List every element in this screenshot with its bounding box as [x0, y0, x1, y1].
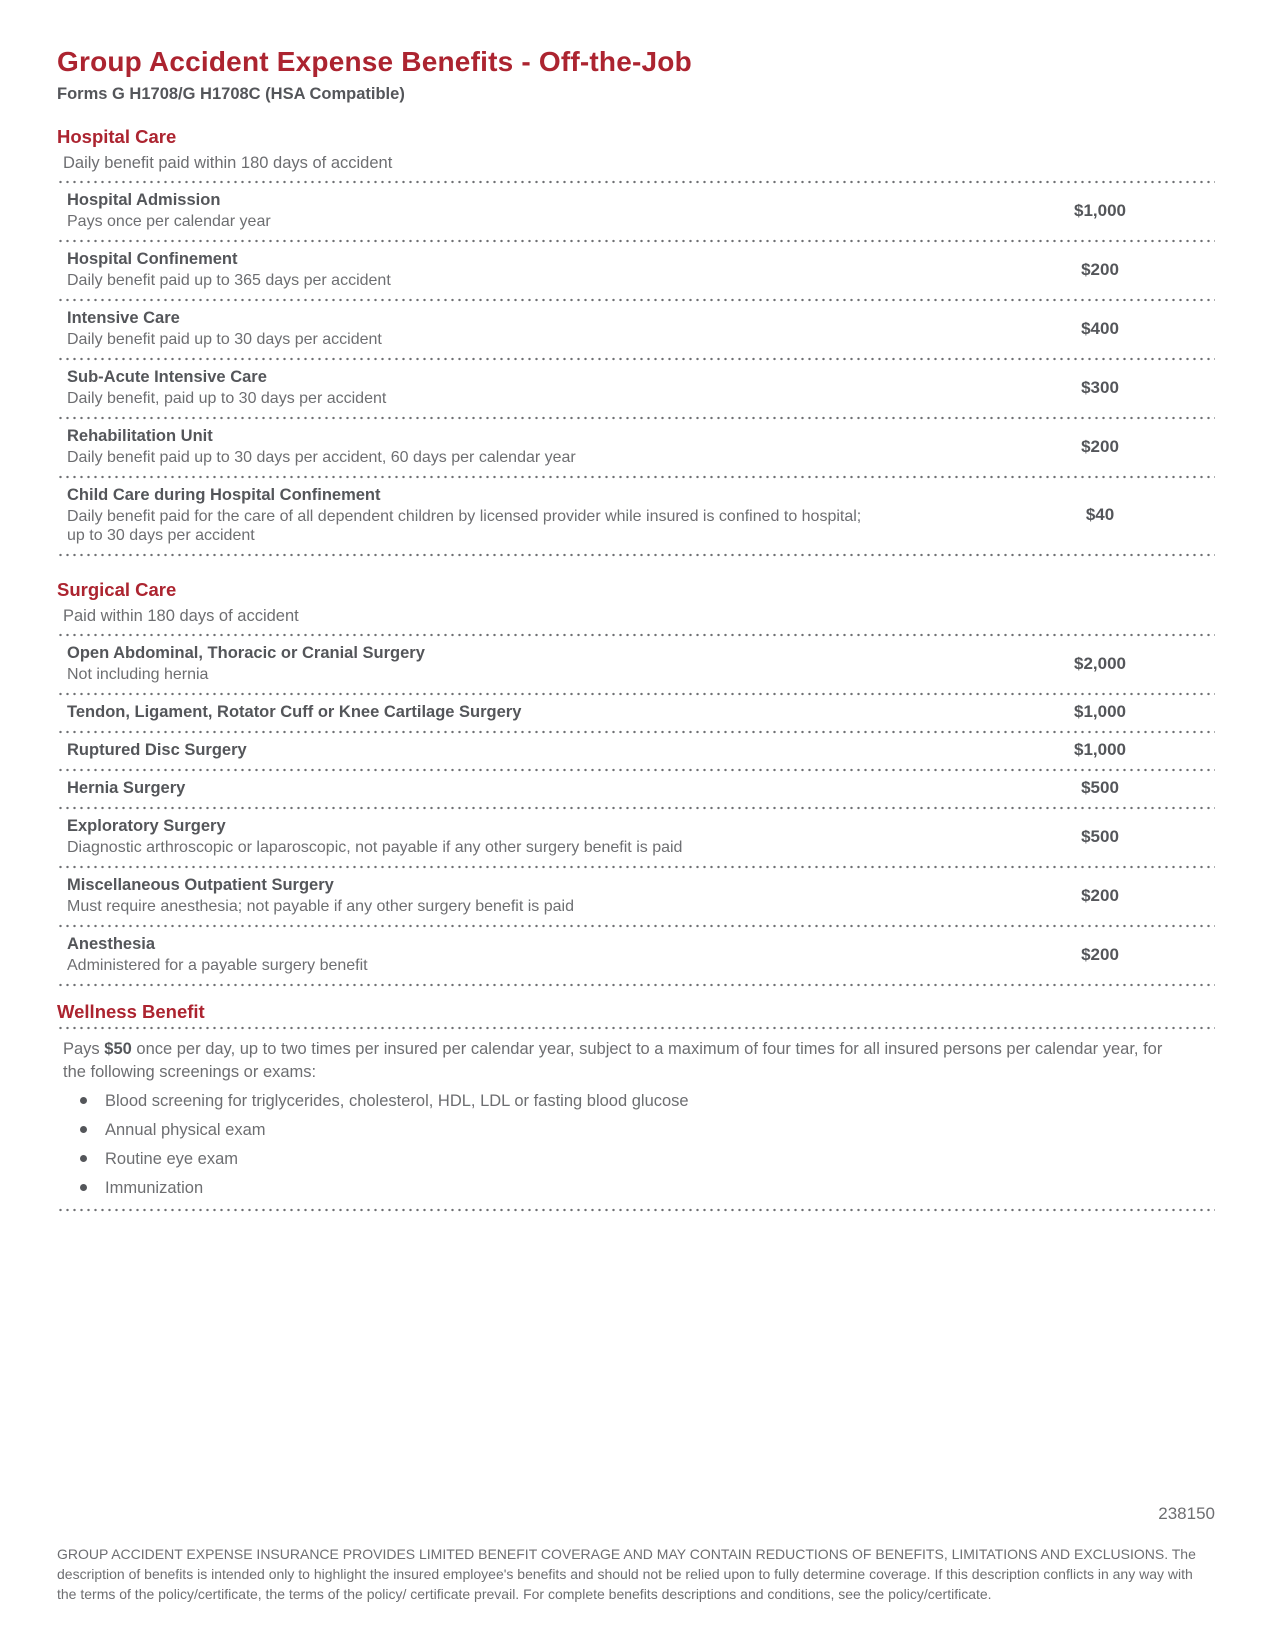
page-title: Group Accident Expense Benefits - Off-the-Job	[57, 46, 692, 77]
list-item	[80, 1090, 1215, 1113]
benefit-amount: $200	[1081, 436, 1119, 456]
benefit-text	[67, 934, 985, 975]
benefit-amount: $2,000	[1074, 653, 1126, 673]
page-subtitle: Forms G H1708/G H1708C (HSA Compatible)	[57, 85, 405, 103]
benefit-title: Hernia Surgery	[67, 779, 186, 797]
benefit-amount: $400	[1081, 318, 1119, 338]
benefit-text	[67, 740, 985, 760]
section-note: Daily benefit paid within 180 days of accident	[63, 154, 393, 172]
benefit-amount: $300	[1081, 377, 1119, 397]
benefit-amount: $500	[1081, 778, 1119, 797]
benefit-title: Hospital Confinement	[67, 250, 238, 268]
document-footer	[57, 1504, 1215, 1604]
wellness-intro	[63, 1038, 1183, 1084]
benefit-text	[67, 485, 985, 545]
benefit-description: Daily benefit paid up to 365 days per accident	[67, 272, 391, 289]
section-heading: Surgical Care	[57, 579, 177, 600]
section-hospital-care	[57, 104, 1215, 557]
list-item	[80, 1119, 1215, 1142]
dotted-divider	[57, 1208, 1215, 1212]
benefit-amount: $1,000	[1074, 200, 1126, 220]
benefit-amount: $200	[1081, 944, 1119, 964]
benefit-amount: $40	[1085, 505, 1115, 524]
benefit-row	[57, 184, 1215, 239]
benefit-row	[57, 637, 1215, 692]
bullet-text: Immunization	[105, 1179, 204, 1197]
bullet-icon	[80, 1184, 87, 1191]
benefit-description: Diagnostic arthroscopic or laparoscopic, not payable if any other surgery benefit is paid	[67, 839, 683, 856]
benefit-amount: $1,000	[1074, 740, 1126, 759]
document-header	[57, 46, 1215, 104]
benefit-amount: $200	[1081, 259, 1119, 279]
benefit-row	[57, 869, 1215, 924]
benefit-title: Sub-Acute Intensive Care	[67, 368, 267, 386]
benefit-text	[67, 249, 985, 290]
section-note: Paid within 180 days of accident	[63, 607, 299, 625]
bullet-icon	[80, 1097, 87, 1104]
benefit-text	[67, 426, 985, 467]
benefit-row	[57, 420, 1215, 475]
benefit-text	[67, 778, 985, 798]
benefit-row	[57, 243, 1215, 298]
benefit-title: Intensive Care	[67, 309, 180, 327]
bullet-icon	[80, 1155, 87, 1162]
benefit-description: Not including hernia	[67, 666, 209, 683]
wellness-intro-suffix: once per day, up to two times per insured per calendar year, subject to a maximum of four times for all insured persons per calendar year, for the following screenings or exams:	[63, 1040, 1163, 1081]
bullet-icon	[80, 1126, 87, 1133]
benefit-row	[57, 772, 1215, 806]
section-wellness-benefit	[57, 987, 1215, 1212]
benefit-row	[57, 696, 1215, 730]
benefit-description: Must require anesthesia; not payable if any other surgery benefit is paid	[67, 898, 574, 915]
benefit-amount: $200	[1081, 885, 1119, 905]
benefit-title: Ruptured Disc Surgery	[67, 741, 247, 759]
benefit-title: Hospital Admission	[67, 191, 221, 209]
benefit-row	[57, 302, 1215, 357]
benefit-text	[67, 875, 985, 916]
benefit-title: Child Care during Hospital Confinement	[67, 486, 381, 504]
bullet-text: Routine eye exam	[105, 1150, 238, 1168]
benefit-text	[67, 816, 985, 857]
section-surgical-care	[57, 557, 1215, 987]
benefit-row	[57, 361, 1215, 416]
benefit-row	[57, 734, 1215, 768]
benefit-row	[57, 479, 1215, 553]
disclaimer-text: GROUP ACCIDENT EXPENSE INSURANCE PROVIDES LIMITED BENEFIT COVERAGE AND MAY CONTAIN REDUCTIONS OF BENEFITS, LIMITATIONS AND EXCLUSIONS. The description of benefits is intended only to highlight the insured employee's benefits and should not be relied upon to fully determine coverage. If this description conflicts in any way with the terms of the policy/certificate, the terms of the policy/ certificate prevail. For complete benefits descriptions and conditions, see the policy/certificate.	[57, 1546, 1196, 1602]
section-heading: Wellness Benefit	[57, 1001, 205, 1022]
list-item	[80, 1177, 1215, 1200]
dotted-divider	[57, 1026, 1215, 1030]
benefit-description: Daily benefit paid for the care of all dependent children by licensed provider while insured is confined to hospital; up to 30 days per accident	[67, 508, 862, 544]
benefit-text	[67, 702, 985, 722]
wellness-intro-prefix: Pays	[63, 1040, 105, 1058]
benefit-title: Rehabilitation Unit	[67, 427, 213, 445]
benefit-description: Daily benefit paid up to 30 days per accident, 60 days per calendar year	[67, 449, 576, 466]
list-item	[80, 1148, 1215, 1171]
benefit-title: Exploratory Surgery	[67, 817, 226, 835]
benefit-text	[67, 190, 985, 231]
benefit-row	[57, 810, 1215, 865]
benefit-row	[57, 928, 1215, 983]
benefit-title: Tendon, Ligament, Rotator Cuff or Knee Cartilage Surgery	[67, 703, 522, 721]
benefit-text	[67, 643, 985, 684]
benefit-description: Pays once per calendar year	[67, 213, 271, 230]
benefit-title: Open Abdominal, Thoracic or Cranial Surgery	[67, 644, 425, 662]
benefit-text	[67, 308, 985, 349]
wellness-bullet-list	[80, 1090, 1215, 1200]
benefit-title: Miscellaneous Outpatient Surgery	[67, 876, 334, 894]
form-number: 238150	[1158, 1504, 1215, 1523]
section-heading: Hospital Care	[57, 126, 177, 147]
benefit-title: Anesthesia	[67, 935, 156, 953]
bullet-text: Blood screening for triglycerides, cholesterol, HDL, LDL or fasting blood glucose	[105, 1092, 689, 1110]
benefit-amount: $1,000	[1074, 702, 1126, 721]
benefit-description: Administered for a payable surgery benefit	[67, 957, 368, 974]
bullet-text: Annual physical exam	[105, 1121, 266, 1139]
benefit-description: Daily benefit paid up to 30 days per accident	[67, 331, 382, 348]
wellness-amount: $50	[104, 1040, 132, 1058]
benefit-amount: $500	[1081, 826, 1119, 846]
benefit-text	[67, 367, 985, 408]
benefit-description: Daily benefit, paid up to 30 days per accident	[67, 390, 387, 407]
